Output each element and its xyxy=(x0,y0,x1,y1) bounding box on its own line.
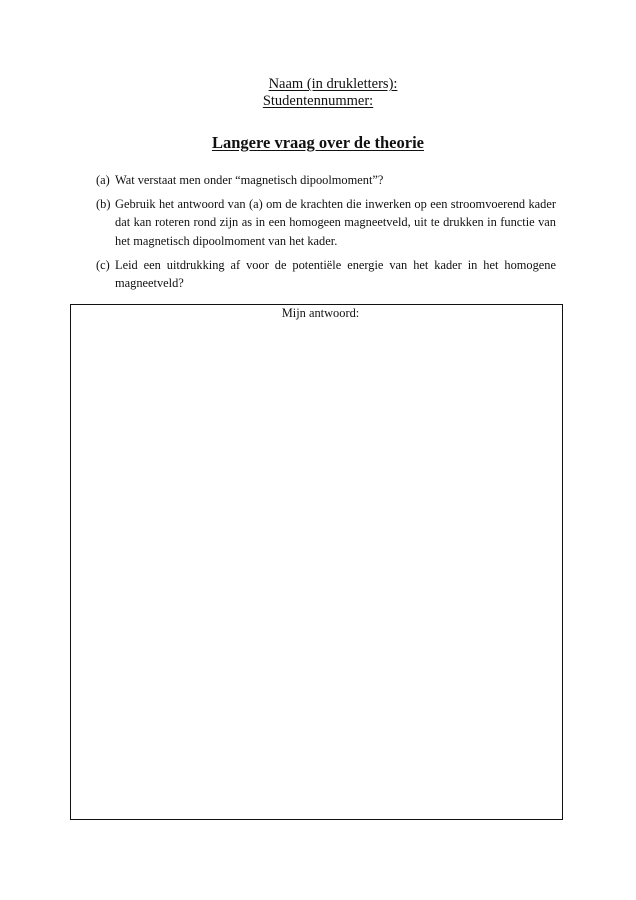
question-b-text: Gebruik het antwoord van (a) om de krachten die inwerken op een stroomvoerend kader dat kan roteren rond zijn as in een homogeen magneetveld, uit te drukken in functie van het magnetisch dipoolmoment van het kader. xyxy=(115,197,556,248)
question-a-label: (a) xyxy=(96,173,110,187)
question-a xyxy=(96,171,556,189)
question-b xyxy=(96,195,556,250)
question-c-label: (c) xyxy=(96,257,110,272)
answer-box[interactable] xyxy=(70,304,563,820)
page-title: Langere vraag over de theorie xyxy=(211,133,424,152)
question-b-label: (b) xyxy=(96,197,111,212)
question-c xyxy=(96,256,556,292)
question-c-text: Leid een uitdrukking af voor de potentiële energie van het kader in het homogene magneetveld? xyxy=(115,257,556,291)
answer-box-label: Mijn antwoord: xyxy=(281,306,360,320)
name-field-label: Naam (in drukletters): xyxy=(268,76,398,92)
question-a-text: Wat verstaat men onder “magnetisch dipoolmoment”? xyxy=(115,173,384,187)
student-info-header xyxy=(0,76,636,110)
student-number-label: Studentennummer: xyxy=(262,93,374,109)
question-list xyxy=(96,171,556,298)
